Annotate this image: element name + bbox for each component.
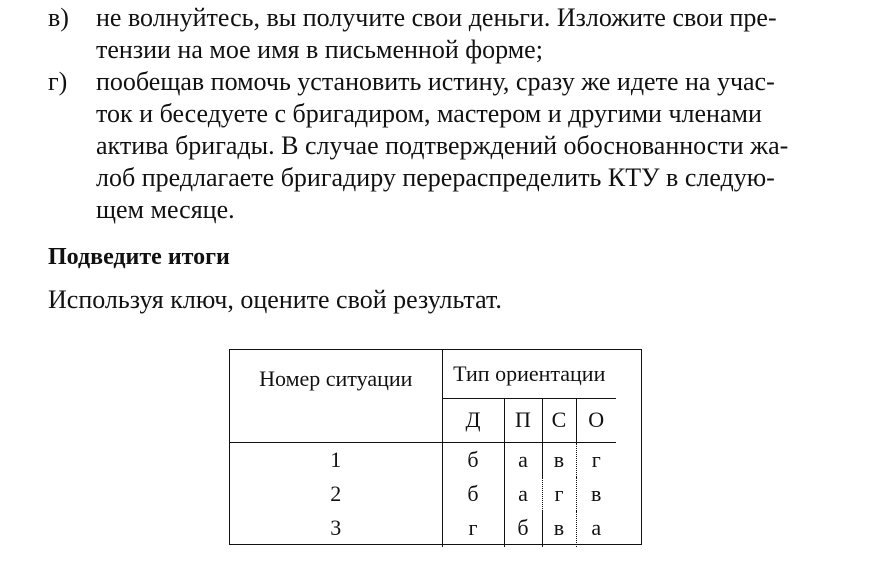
table-cell: а <box>504 477 542 511</box>
option-marker: в) <box>48 3 69 32</box>
table-cell: б <box>442 477 504 511</box>
column-header-orientation-type: Тип ориентации <box>442 350 616 398</box>
table-row <box>230 511 616 547</box>
table-row <box>230 442 616 477</box>
subheader-o: О <box>576 398 616 442</box>
answer-key-table <box>230 350 616 547</box>
table-cell: б <box>504 511 542 547</box>
option-marker: г) <box>48 67 68 96</box>
text-line: не волнуйтесь, вы получите свои деньги. Изложите свои пре- <box>96 3 777 32</box>
table-cell: г <box>542 477 576 511</box>
table-cell: а <box>504 442 542 477</box>
table-cell: в <box>542 511 576 547</box>
subheader-s: С <box>542 398 576 442</box>
situation-number: 2 <box>230 477 442 511</box>
table-cell: г <box>591 446 601 472</box>
instruction-text: Используя ключ, оцените свой результат. <box>48 285 502 314</box>
text-line: пообещав помочь установить истину, сразу же идете на учас- <box>96 67 775 96</box>
situation-number: 1 <box>230 442 442 477</box>
subheader-d: Д <box>442 398 504 442</box>
table-cell: г <box>442 511 504 547</box>
table-cell: а <box>591 514 602 540</box>
text-line: актива бригады. В случае подтверждений обоснованности жа- <box>96 131 789 160</box>
text-line: тензии на мое имя в письменной форме; <box>96 35 543 64</box>
column-header-situation-number: Номер ситуации <box>230 350 442 442</box>
table-header-row <box>230 350 616 398</box>
section-heading: Подведите итоги <box>48 244 230 270</box>
subheader-p: П <box>504 398 542 442</box>
text-line: щем месяце. <box>96 195 235 224</box>
table-cell: в <box>591 480 602 506</box>
situation-number: 3 <box>230 511 442 547</box>
option-text <box>96 2 872 66</box>
text-line: лоб предлагаете бригадиру перераспределить КТУ в следую- <box>96 163 775 192</box>
table-row <box>230 477 616 511</box>
table-cell: б <box>442 442 504 477</box>
text-line: ток и беседуете с бригадиром, мастером и другими членами <box>96 99 762 128</box>
option-text <box>96 66 872 226</box>
table-cell: в <box>542 442 576 477</box>
